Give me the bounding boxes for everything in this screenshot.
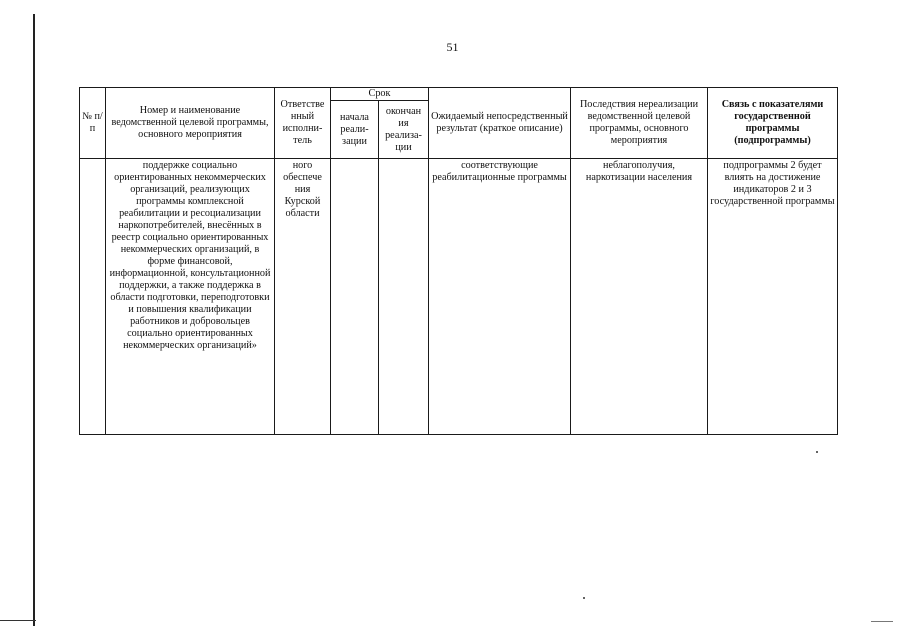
program-table	[79, 87, 838, 435]
header-consequences: Последствия нереализации ведомственной целевой программы, основного мероприятия	[571, 88, 708, 159]
header-responsible: Ответстве нный исполни- тель	[275, 88, 331, 159]
cell-num	[80, 159, 106, 435]
cell-responsible: ного обеспече ния Курской области	[275, 159, 331, 435]
header-term: Срок	[331, 88, 429, 101]
cell-consequences: неблагополучия, наркотизации населения	[571, 159, 708, 435]
page-number: 51	[446, 40, 459, 54]
cell-expected: соответствующие реабилитационные программы	[429, 159, 571, 435]
header-expected: Ожидаемый непосредственный результат (краткое описание)	[429, 88, 571, 159]
header-num: № п/п	[80, 88, 106, 159]
table-row	[80, 159, 838, 435]
cell-term-end	[379, 159, 429, 435]
cell-link: подпрограммы 2 будет влиять на достижение индикаторов 2 и 3 государственной программы	[708, 159, 838, 435]
binder-margin-line	[33, 14, 35, 626]
scan-speck	[816, 451, 818, 453]
header-term-end: окончан ия реализа- ции	[379, 101, 429, 159]
cell-name: поддержке социально ориентированных некоммерческих организаций, реализующих программы комплексной реабилитации и ресоциализации наркопотребителей, внесённых в реестр социально ориентированных некоммерческих организаций, в форме финансовой, информационной, консультационной поддержки, а также поддержка в области подготовки, переподготовки и повышения квалификации работников и добровольцев социально ориентированных некоммерческих организаций»	[106, 159, 275, 435]
bottom-right-rule	[871, 621, 893, 622]
header-term-start: начала реали- зации	[331, 101, 379, 159]
cell-term-start	[331, 159, 379, 435]
bottom-left-rule	[0, 620, 36, 621]
header-link: Связь с показателями государственной программы (подпрограммы)	[708, 88, 838, 159]
header-name: Номер и наименование ведомственной целевой программы, основного мероприятия	[106, 88, 275, 159]
scan-speck	[583, 597, 585, 599]
